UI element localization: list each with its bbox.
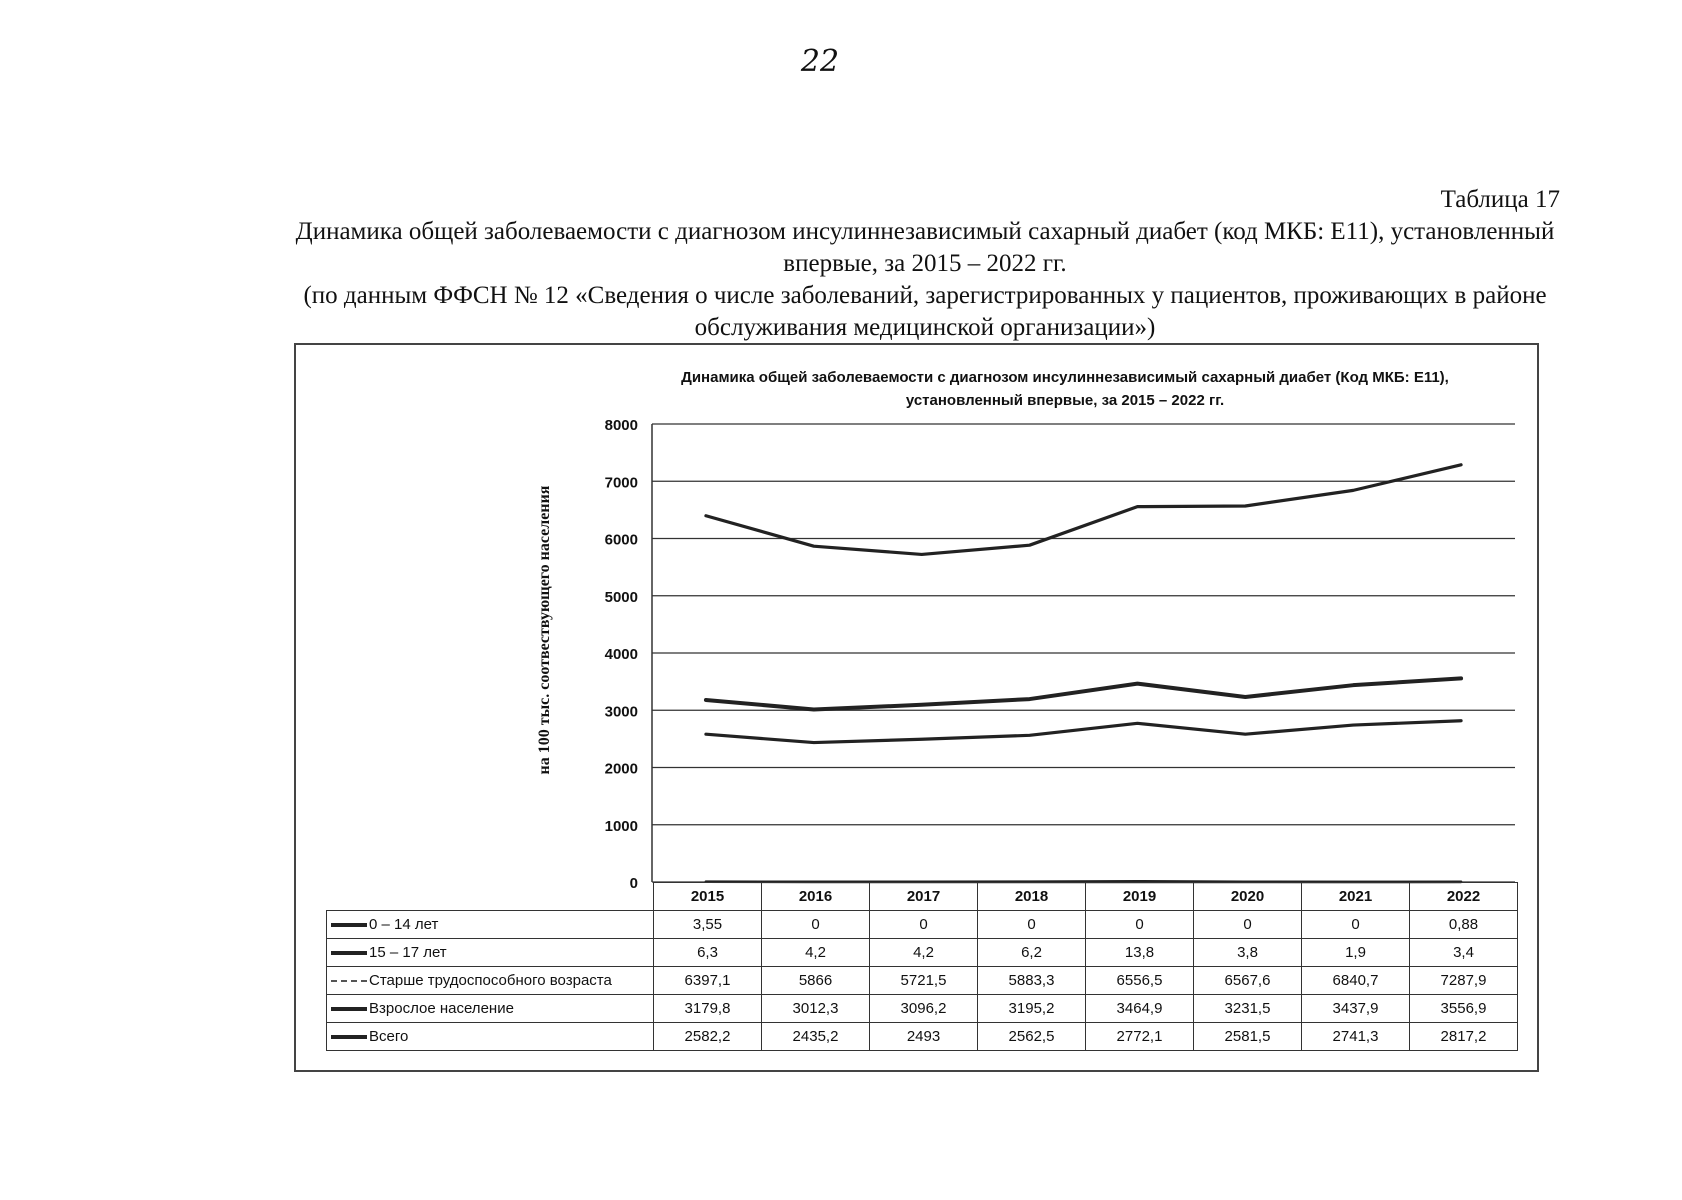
data-label: 4,2: [870, 939, 978, 967]
data-label: 0: [870, 911, 978, 939]
chart-title: Динамика общей заболеваемости с диагнозом инсулиннезависимый сахарный диабет (Код МКБ: Е11), установленный впервые, за 2015 – 2022 гг.: [681, 369, 1449, 409]
y-axis-label: на 100 тыс. соотвествующего населения: [536, 485, 553, 775]
data-label: 5866: [762, 967, 870, 995]
series-line: [706, 465, 1461, 555]
table-header-row: [327, 883, 1518, 911]
data-label: 3096,2: [870, 995, 978, 1023]
data-label: 3,4: [1410, 939, 1518, 967]
data-label: 6,2: [978, 939, 1086, 967]
x-tick-label: 2020: [1194, 883, 1302, 911]
x-tick-label: 2022: [1410, 883, 1518, 911]
data-label: 6397,1: [654, 967, 762, 995]
data-label: 0: [1086, 911, 1194, 939]
x-tick-label: 2017: [870, 883, 978, 911]
data-label: 2772,1: [1086, 1023, 1194, 1051]
data-label: 3437,9: [1302, 995, 1410, 1023]
table-label: Таблица 17: [1440, 186, 1560, 213]
data-label: 0,88: [1410, 911, 1518, 939]
table-row: [327, 967, 1518, 995]
data-label: 2493: [870, 1023, 978, 1051]
data-label: 2582,2: [654, 1023, 762, 1051]
y-tick-label: 4000: [604, 646, 638, 663]
data-label: 7287,9: [1410, 967, 1518, 995]
x-tick-label: 2021: [1302, 883, 1410, 911]
data-label: 2817,2: [1410, 1023, 1518, 1051]
table-corner: [327, 883, 654, 911]
legend-key: [331, 980, 367, 982]
table-row: [327, 1023, 1518, 1051]
data-label: 6567,6: [1194, 967, 1302, 995]
y-tick-label: 8000: [604, 417, 638, 434]
chart-data-table: [326, 882, 1518, 1051]
data-label: 3195,2: [978, 995, 1086, 1023]
table-row: [327, 939, 1518, 967]
data-label: 2581,5: [1194, 1023, 1302, 1051]
data-label: 0: [1194, 911, 1302, 939]
data-label: 3,8: [1194, 939, 1302, 967]
data-label: 1,9: [1302, 939, 1410, 967]
data-label: 3556,9: [1410, 995, 1518, 1023]
series-line: [706, 678, 1461, 709]
data-label: 0: [1302, 911, 1410, 939]
x-tick-label: 2019: [1086, 883, 1194, 911]
legend-key: [331, 1007, 367, 1011]
table-heading: Динамика общей заболеваемости с диагнозом инсулиннезависимый сахарный диабет (код МКБ: Е11), установленный впервые, за 2015 – 2022 гг.: [295, 218, 1555, 277]
legend-entry: [327, 995, 654, 1023]
table-source-note: (по данным ФФСН № 12 «Сведения о числе заболеваний, зарегистрированных у пациентов, проживающих в районе обслуживания медицинской организации»): [303, 282, 1547, 341]
data-label: 6,3: [654, 939, 762, 967]
legend-entry: [327, 911, 654, 939]
legend-entry: [327, 1023, 654, 1051]
data-label: 3012,3: [762, 995, 870, 1023]
legend-label: 15 – 17 лет: [369, 944, 447, 961]
legend-key: [331, 951, 367, 955]
legend-entry: [327, 967, 654, 995]
data-label: 6840,7: [1302, 967, 1410, 995]
y-tick-label: 7000: [604, 474, 638, 492]
table-row: [327, 995, 1518, 1023]
data-label: 2741,3: [1302, 1023, 1410, 1051]
y-tick-label: 6000: [604, 531, 638, 549]
data-label: 2435,2: [762, 1023, 870, 1051]
legend-key: [331, 1035, 367, 1039]
data-label: 3464,9: [1086, 995, 1194, 1023]
data-label: 5883,3: [978, 967, 1086, 995]
data-label: 3179,8: [654, 995, 762, 1023]
page-number: 22: [800, 44, 840, 79]
table-row: [327, 911, 1518, 939]
x-tick-label: 2018: [978, 883, 1086, 911]
data-label: 4,2: [762, 939, 870, 967]
data-label: 5721,5: [870, 967, 978, 995]
y-tick-label: 1000: [604, 817, 638, 835]
legend-label: Всего: [369, 1028, 409, 1045]
data-label: 0: [762, 911, 870, 939]
data-label: 0: [978, 911, 1086, 939]
legend-label: Старше трудоспособного возраста: [369, 972, 612, 989]
y-tick-label: 0: [629, 875, 638, 892]
x-tick-label: 2015: [654, 883, 762, 911]
y-tick-label: 2000: [604, 760, 638, 778]
data-label: 13,8: [1086, 939, 1194, 967]
legend-key: [331, 923, 367, 927]
data-label: 2562,5: [978, 1023, 1086, 1051]
data-label: 3231,5: [1194, 995, 1302, 1023]
y-tick-label: 5000: [604, 588, 638, 606]
legend-entry: [327, 939, 654, 967]
legend-label: Взрослое население: [369, 1000, 514, 1017]
y-tick-label: 3000: [604, 703, 638, 721]
series-line: [706, 721, 1461, 743]
data-label: 6556,5: [1086, 967, 1194, 995]
x-tick-label: 2016: [762, 883, 870, 911]
legend-label: 0 – 14 лет: [369, 916, 439, 933]
data-label: 3,55: [654, 911, 762, 939]
